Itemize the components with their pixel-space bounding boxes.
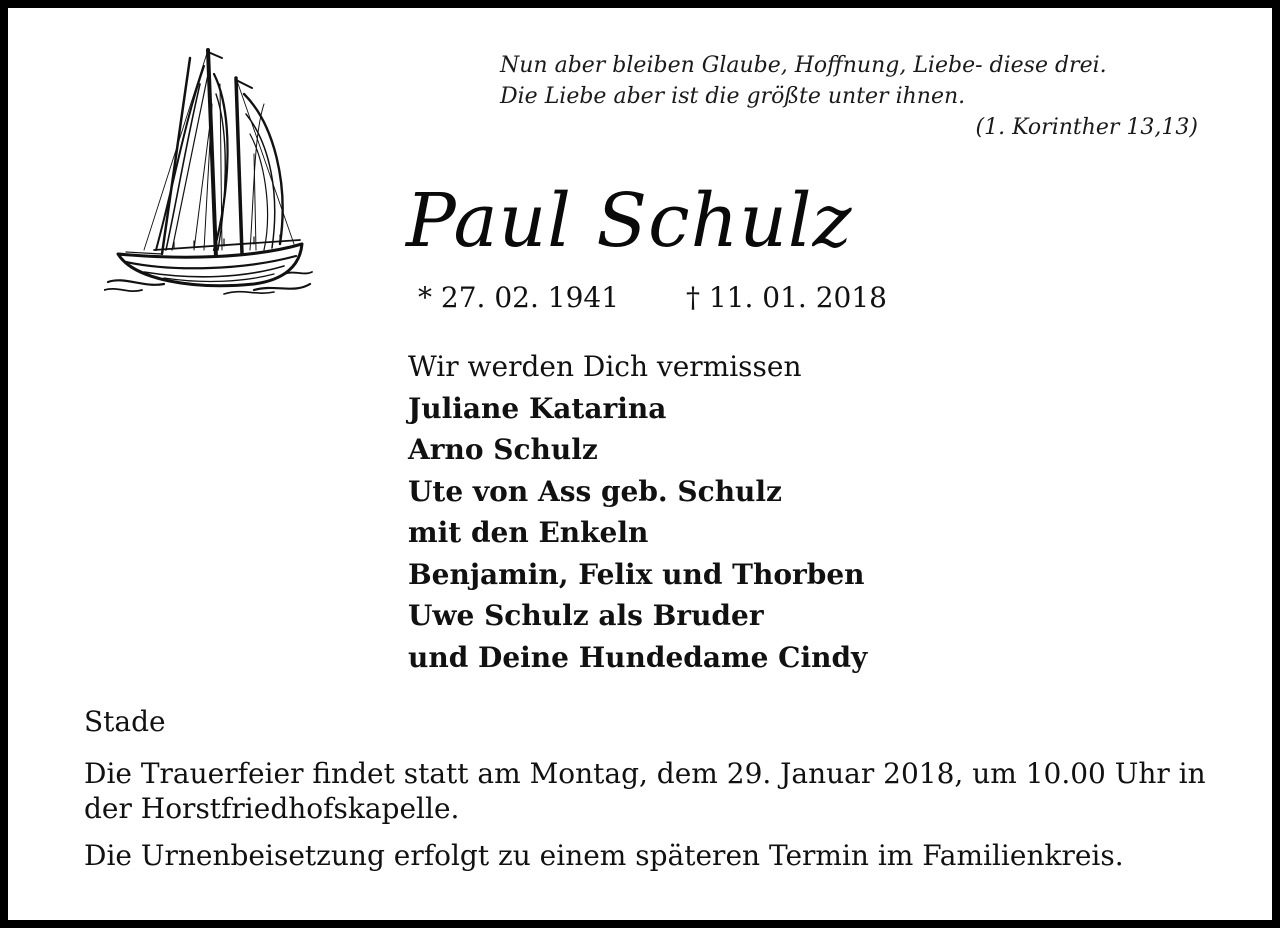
place-name: Stade [84, 705, 166, 738]
verse-reference: (1. Korinther 13,13) [975, 115, 1198, 140]
obituary-notice [8, 8, 1272, 920]
verse-line-1: Nun aber bleiben Glaube, Hoffnung, Liebe- diese drei. [500, 53, 1107, 78]
funeral-details [84, 704, 1234, 873]
bible-verse [478, 50, 1198, 143]
urn-burial-info: Die Urnenbeisetzung erfolgt zu einem späteren Termin im Familienkreis. [84, 839, 1124, 872]
mourner-name: Ute von Ass geb. Schulz [408, 474, 782, 508]
deceased-name: Paul Schulz [406, 178, 853, 264]
mourner-name: Uwe Schulz als Bruder [408, 599, 764, 632]
verse-line-2: Die Liebe aber ist die größte unter ihnen. [500, 84, 966, 109]
mourner-name: Juliane Katarina [408, 391, 667, 425]
ceremony-info: Die Trauerfeier findet statt am Montag, dem 29. Januar 2018, um 10.00 Uhr in der Horstfriedhofskapelle. [84, 757, 1206, 825]
mourner-name: Benjamin, Felix und Thorben [408, 557, 865, 591]
life-dates [418, 280, 887, 316]
mourner-name: Arno Schulz [408, 433, 598, 466]
death-date: † 11. 01. 2018 [685, 281, 887, 314]
mourners-intro: Wir werden Dich vermissen [408, 350, 802, 383]
mourner-name: und Deine Hundedame Cindy [408, 640, 868, 674]
sailing-ship-icon [104, 44, 314, 300]
mourners-list [408, 346, 867, 678]
birth-date: * 27. 02. 1941 [418, 281, 620, 314]
mourner-name: mit den Enkeln [408, 516, 649, 549]
